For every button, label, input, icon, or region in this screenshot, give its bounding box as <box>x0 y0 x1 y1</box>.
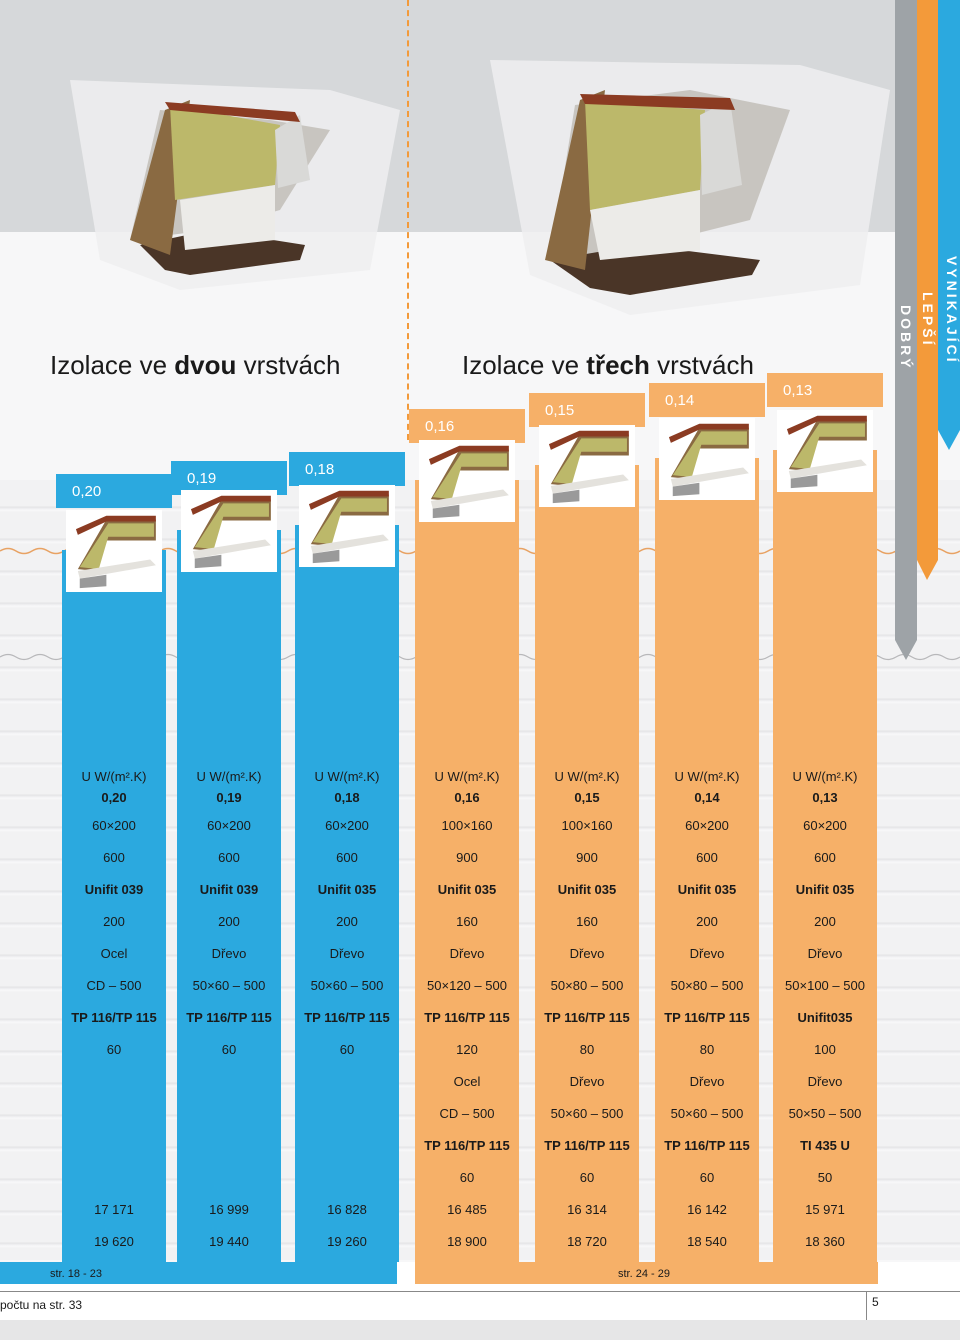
construction-thumbnail <box>66 510 162 592</box>
cell-thickness: 200 <box>218 914 240 929</box>
cell-ins2: TP 116/TP 115 <box>664 1138 750 1153</box>
attic-illustration-two-layers <box>70 70 400 290</box>
cell-spacing: 900 <box>576 850 598 865</box>
cell-profile: 50×120 – 500 <box>427 978 507 993</box>
cell-ins-thickness: 100 <box>814 1042 836 1057</box>
cell-u-value: 0,20 <box>101 790 127 805</box>
cell-mat2: Dřevo <box>689 1074 725 1089</box>
cell-insulation: TP 116/TP 115 <box>304 1010 390 1025</box>
cell-u-label: U W/(m².K) <box>196 769 262 784</box>
cell-insulation: Unifit035 <box>797 1010 853 1025</box>
cell-product: Unifit 039 <box>84 882 144 897</box>
cell-u-label: U W/(m².K) <box>434 769 500 784</box>
cell-price1: 16 999 <box>209 1202 249 1217</box>
cell-thickness: 200 <box>696 914 718 929</box>
cell-material: Dřevo <box>211 946 247 961</box>
cell-spacing: 900 <box>456 850 478 865</box>
cell-mat2: Ocel <box>453 1074 481 1089</box>
cell-price2: 19 260 <box>327 1234 367 1249</box>
cell-u-value: 0,15 <box>574 790 600 805</box>
u-value-tab: 0,18 <box>289 452 405 486</box>
cell-ins-thickness: 60 <box>339 1042 355 1057</box>
cell-material: Dřevo <box>449 946 485 961</box>
u-value-tab: 0,20 <box>56 474 172 508</box>
heading-two-layers: Izolace ve dvou vrstvách <box>50 350 341 380</box>
cell-material: Dřevo <box>689 946 725 961</box>
cell-profile: 50×80 – 500 <box>670 978 744 993</box>
cell-price2: 18 720 <box>567 1234 607 1249</box>
cell-ins-thickness: 80 <box>579 1042 595 1057</box>
cell-profile2: 50×60 – 500 <box>550 1106 624 1121</box>
cell-u-value: 0,14 <box>694 790 720 805</box>
construction-thumbnail <box>539 425 635 507</box>
cell-ins2-thickness: 60 <box>579 1170 595 1185</box>
cell-price1: 16 828 <box>327 1202 367 1217</box>
cell-price1: 16 485 <box>447 1202 487 1217</box>
construction-thumbnail <box>777 410 873 492</box>
cell-u-label: U W/(m².K) <box>792 769 858 784</box>
cell-price2: 18 900 <box>447 1234 487 1249</box>
cell-product: Unifit 035 <box>557 882 617 897</box>
cell-ins2: TP 116/TP 115 <box>544 1138 630 1153</box>
cell-material: Ocel <box>100 946 128 961</box>
cell-price1: 16 142 <box>687 1202 727 1217</box>
cell-spacing: 600 <box>814 850 836 865</box>
cell-spacing: 600 <box>218 850 240 865</box>
cell-profile: 50×60 – 500 <box>192 978 266 993</box>
cell-u-label: U W/(m².K) <box>674 769 740 784</box>
cell-dims: 60×200 <box>207 818 251 833</box>
bottom-left-text: počtu na str. 33 <box>0 1298 83 1312</box>
cell-price2: 19 440 <box>209 1234 249 1249</box>
cell-price2: 18 360 <box>805 1234 845 1249</box>
cell-ins2: TP 116/TP 115 <box>424 1138 510 1153</box>
bottom-rule <box>0 1291 960 1292</box>
cell-profile2: CD – 500 <box>439 1106 495 1121</box>
cell-u-label: U W/(m².K) <box>554 769 620 784</box>
cell-profile: 50×80 – 500 <box>550 978 624 993</box>
cell-insulation: TP 116/TP 115 <box>71 1010 157 1025</box>
cell-thickness: 160 <box>576 914 598 929</box>
cell-ins-thickness: 60 <box>221 1042 237 1057</box>
u-value-tab: 0,19 <box>171 461 287 495</box>
footer-ref-two-layers: str. 18 - 23 <box>50 1268 102 1280</box>
cell-u-label: U W/(m².K) <box>81 769 147 784</box>
cell-product: Unifit 035 <box>795 882 855 897</box>
cell-thickness: 200 <box>814 914 836 929</box>
cell-profile2: 50×60 – 500 <box>670 1106 744 1121</box>
cell-dims: 60×200 <box>685 818 729 833</box>
cell-ins2: TI 435 U <box>800 1138 850 1153</box>
construction-thumbnail <box>419 440 515 522</box>
cell-product: Unifit 035 <box>437 882 497 897</box>
cell-insulation: TP 116/TP 115 <box>186 1010 272 1025</box>
cell-ins-thickness: 80 <box>699 1042 715 1057</box>
cell-insulation: TP 116/TP 115 <box>664 1010 750 1025</box>
cell-price2: 18 540 <box>687 1234 727 1249</box>
cell-price1: 17 171 <box>94 1202 134 1217</box>
cell-price1: 16 314 <box>567 1202 607 1217</box>
cell-material: Dřevo <box>807 946 843 961</box>
cell-u-label: U W/(m².K) <box>314 769 380 784</box>
cell-dims: 60×200 <box>803 818 847 833</box>
cell-dims: 100×160 <box>441 818 493 833</box>
cell-u-value: 0,13 <box>812 790 838 805</box>
cell-spacing: 600 <box>696 850 718 865</box>
cell-thickness: 160 <box>456 914 478 929</box>
cell-material: Dřevo <box>569 946 605 961</box>
cell-product: Unifit 035 <box>317 882 377 897</box>
cell-price2: 19 620 <box>94 1234 134 1249</box>
scale-better-label: LEPŠÍ <box>920 292 936 348</box>
section-divider <box>407 0 409 440</box>
cell-product: Unifit 035 <box>677 882 737 897</box>
footer-ref-three-layers: str. 24 - 29 <box>618 1268 670 1280</box>
cell-spacing: 600 <box>336 850 358 865</box>
cell-ins2-thickness: 60 <box>459 1170 475 1185</box>
cell-material: Dřevo <box>329 946 365 961</box>
cell-u-value: 0,19 <box>216 790 242 805</box>
cell-ins2-thickness: 60 <box>699 1170 715 1185</box>
u-value-tab: 0,16 <box>409 409 525 443</box>
cell-profile: CD – 500 <box>86 978 142 993</box>
cell-mat2: Dřevo <box>807 1074 843 1089</box>
cell-dims: 60×200 <box>92 818 136 833</box>
cell-thickness: 200 <box>336 914 358 929</box>
scale-excellent-label: VYNIKAJÍCÍ <box>944 256 960 365</box>
cell-ins-thickness: 60 <box>106 1042 122 1057</box>
cell-profile2: 50×50 – 500 <box>788 1106 862 1121</box>
u-value-tab: 0,13 <box>767 373 883 407</box>
construction-thumbnail <box>181 490 277 572</box>
column-0 <box>62 550 166 1262</box>
heading-three-layers: Izolace ve třech vrstvách <box>462 350 754 380</box>
cell-mat2: Dřevo <box>569 1074 605 1089</box>
construction-thumbnail <box>299 485 395 567</box>
cell-profile: 50×100 – 500 <box>785 978 865 993</box>
scale-good-label: DOBRÝ <box>898 305 914 371</box>
attic-illustration-three-layers <box>490 60 890 320</box>
cell-price1: 15 971 <box>805 1202 845 1217</box>
cell-profile: 50×60 – 500 <box>310 978 384 993</box>
bottom-strip <box>0 1320 960 1340</box>
cell-dims: 60×200 <box>325 818 369 833</box>
cell-insulation: TP 116/TP 115 <box>424 1010 510 1025</box>
cell-thickness: 200 <box>103 914 125 929</box>
page-number: 5 <box>872 1295 879 1309</box>
cell-product: Unifit 039 <box>199 882 259 897</box>
cell-ins2-thickness: 50 <box>817 1170 833 1185</box>
construction-thumbnail <box>659 418 755 500</box>
cell-insulation: TP 116/TP 115 <box>544 1010 630 1025</box>
u-value-tab: 0,14 <box>649 383 765 417</box>
cell-spacing: 600 <box>103 850 125 865</box>
u-value-tab: 0,15 <box>529 393 645 427</box>
cell-u-value: 0,18 <box>334 790 360 805</box>
cell-ins-thickness: 120 <box>456 1042 478 1057</box>
cell-dims: 100×160 <box>561 818 613 833</box>
cell-u-value: 0,16 <box>454 790 480 805</box>
